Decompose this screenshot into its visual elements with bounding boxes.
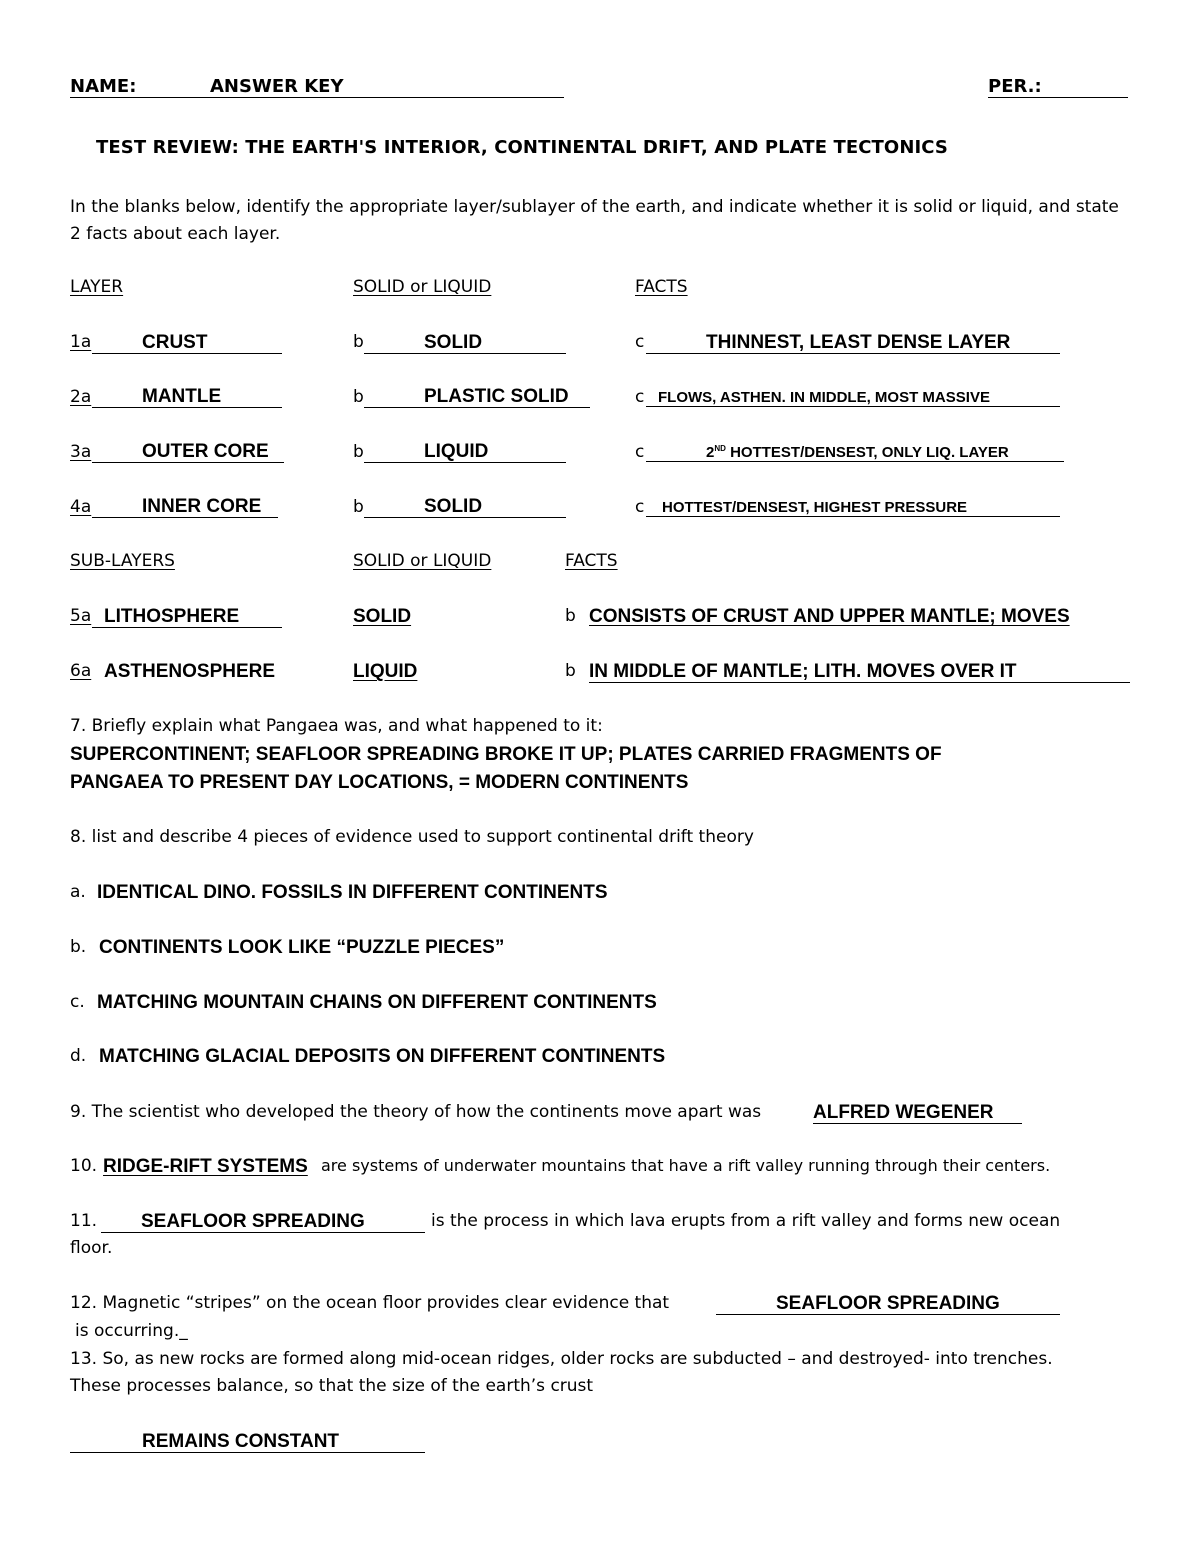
question-9: 9. The scientist who developed the theory of how the continents move apart was [70, 1102, 762, 1122]
question-12: 12. Magnetic “stripes” on the ocean floor provides clear evidence that [70, 1293, 670, 1313]
row-number: 3a [70, 442, 92, 462]
facts-answer: HOTTEST/DENSEST, HIGHEST PRESSURE [646, 500, 1060, 517]
answer-11: SEAFLOOR SPREADING [101, 1212, 425, 1233]
answer-10: RIDGE-RIFT SYSTEMS [103, 1156, 308, 1177]
facts-text: HOTTEST/DENSEST, ONLY LIQ. LAYER [730, 444, 1009, 461]
state-answer-blank[interactable] [364, 387, 590, 408]
layer-answer-blank[interactable] [92, 387, 282, 408]
state-prefix: b [353, 442, 364, 462]
answer-9: ALFRED WEGENER [813, 1103, 1022, 1124]
question-12-text-cont: is occurring._ [75, 1321, 188, 1341]
period-field[interactable] [988, 78, 1128, 98]
evidence-letter: b. [70, 937, 87, 957]
layer-answer-blank[interactable] [92, 333, 282, 354]
header-state: SOLID or LIQUID [353, 551, 492, 571]
facts-prefix: b [565, 606, 576, 626]
header-sublayers: SUB-LAYERS [70, 551, 175, 571]
answer-13-blank[interactable] [70, 1432, 425, 1453]
question-8: 8. list and describe 4 pieces of evidence used to support continental drift theory [70, 827, 754, 847]
question-13-line2: These processes balance, so that the size of the earth’s crust [70, 1376, 594, 1396]
name-label-text: NAME: [70, 78, 210, 98]
facts-answer [646, 445, 1064, 462]
question-11-text: is the process in which lava erupts from a rift valley and forms new ocean [431, 1211, 1061, 1231]
facts-prefix: c [635, 387, 645, 407]
question-10-text: are systems of underwater mountains that have a rift valley running through their centers. [321, 1156, 1051, 1175]
state-answer: PLASTIC SOLID [364, 387, 590, 408]
question-11-text-cont: floor. [70, 1238, 113, 1258]
evidence-letter: a. [70, 882, 86, 902]
facts-answer-blank[interactable] [646, 445, 1064, 462]
answer-7-line1: SUPERCONTINENT; SEAFLOOR SPREADING BROKE IT UP; PLATES CARRIED FRAGMENTS OF [70, 744, 942, 765]
evidence-letter: c. [70, 992, 85, 1012]
layer-answer-blank[interactable] [92, 442, 284, 463]
sublayer-state: SOLID [353, 606, 412, 627]
question-13-line1: 13. So, as new rocks are formed along mid-ocean ridges, older rocks are subducted – and destroyed- into trenches. [70, 1349, 1053, 1369]
row-number: 4a [70, 497, 92, 517]
answer-9-blank[interactable] [813, 1103, 1022, 1124]
question-11-number: 11. [70, 1211, 98, 1231]
layer-answer: OUTER CORE [92, 442, 284, 463]
state-answer: LIQUID [364, 442, 566, 463]
instructions: In the blanks below, identify the appropriate layer/sublayer of the earth, and indicate whether it is solid or liquid, and state 2 facts about each layer. [70, 197, 1119, 244]
facts-prefix: b [565, 661, 576, 681]
header-facts: FACTS [565, 551, 618, 571]
header-facts: FACTS [635, 277, 688, 297]
header-layer: LAYER [70, 277, 124, 297]
evidence-answer: IDENTICAL DINO. FOSSILS IN DIFFERENT CONTINENTS [97, 882, 608, 903]
state-answer: SOLID [364, 333, 566, 354]
facts-answer-blank[interactable] [646, 333, 1060, 354]
answer-12-blank[interactable] [716, 1294, 1060, 1315]
answer-11-blank[interactable] [101, 1212, 425, 1233]
name-label [70, 78, 210, 98]
sublayer-answer: LITHOSPHERE [92, 607, 282, 628]
sublayer-answer: ASTHENOSPHERE [104, 661, 276, 682]
facts-answer-blank[interactable] [646, 390, 1060, 407]
facts-ordinal: 2 [706, 444, 715, 461]
period-label: PER.: [988, 78, 1128, 98]
facts-prefix: c [635, 497, 645, 517]
sublayer-facts-blank[interactable] [589, 662, 1130, 683]
layer-answer: INNER CORE [92, 497, 278, 518]
facts-ordinal-suffix: ND [714, 444, 726, 453]
sublayer-state: LIQUID [353, 661, 418, 682]
facts-prefix: c [635, 332, 645, 352]
evidence-answer: CONTINENTS LOOK LIKE “PUZZLE PIECES” [99, 937, 505, 958]
evidence-answer: MATCHING MOUNTAIN CHAINS ON DIFFERENT CONTINENTS [97, 992, 657, 1013]
state-answer-blank[interactable] [364, 333, 566, 354]
sublayer-answer-blank[interactable] [92, 607, 282, 628]
row-number: 6a [70, 661, 92, 681]
facts-answer-blank[interactable] [646, 500, 1060, 517]
evidence-letter: d. [70, 1046, 87, 1066]
evidence-answer: MATCHING GLACIAL DEPOSITS ON DIFFERENT CONTINENTS [99, 1046, 666, 1067]
row-number: 1a [70, 332, 92, 352]
layer-answer-blank[interactable] [92, 497, 278, 518]
page-title: TEST REVIEW: THE EARTH'S INTERIOR, CONTINENTAL DRIFT, AND PLATE TECTONICS [96, 137, 948, 158]
state-prefix: b [353, 387, 364, 407]
row-number: 2a [70, 387, 92, 407]
name-value: ANSWER KEY [210, 78, 564, 98]
answer-12: SEAFLOOR SPREADING [716, 1294, 1060, 1315]
name-field[interactable] [210, 78, 564, 98]
row-number: 5a [70, 606, 92, 626]
layer-answer: MANTLE [92, 387, 282, 408]
state-prefix: b [353, 497, 364, 517]
state-prefix: b [353, 332, 364, 352]
layer-answer: CRUST [92, 333, 282, 354]
sublayer-facts: CONSISTS OF CRUST AND UPPER MANTLE; MOVES [589, 606, 1070, 627]
sublayer-facts: IN MIDDLE OF MANTLE; LITH. MOVES OVER IT [589, 662, 1130, 683]
question-10-number: 10. [70, 1156, 98, 1176]
answer-7-line2: PANGAEA TO PRESENT DAY LOCATIONS, = MODERN CONTINENTS [70, 772, 689, 793]
state-answer-blank[interactable] [364, 442, 566, 463]
facts-answer: THINNEST, LEAST DENSE LAYER [646, 333, 1060, 354]
answer-13: REMAINS CONSTANT [70, 1432, 425, 1453]
facts-prefix: c [635, 442, 645, 462]
state-answer-blank[interactable] [364, 497, 566, 518]
header-state: SOLID or LIQUID [353, 277, 492, 297]
question-7: 7. Briefly explain what Pangaea was, and what happened to it: [70, 716, 603, 736]
facts-answer: FLOWS, ASTHEN. IN MIDDLE, MOST MASSIVE [646, 390, 1060, 407]
state-answer: SOLID [364, 497, 566, 518]
